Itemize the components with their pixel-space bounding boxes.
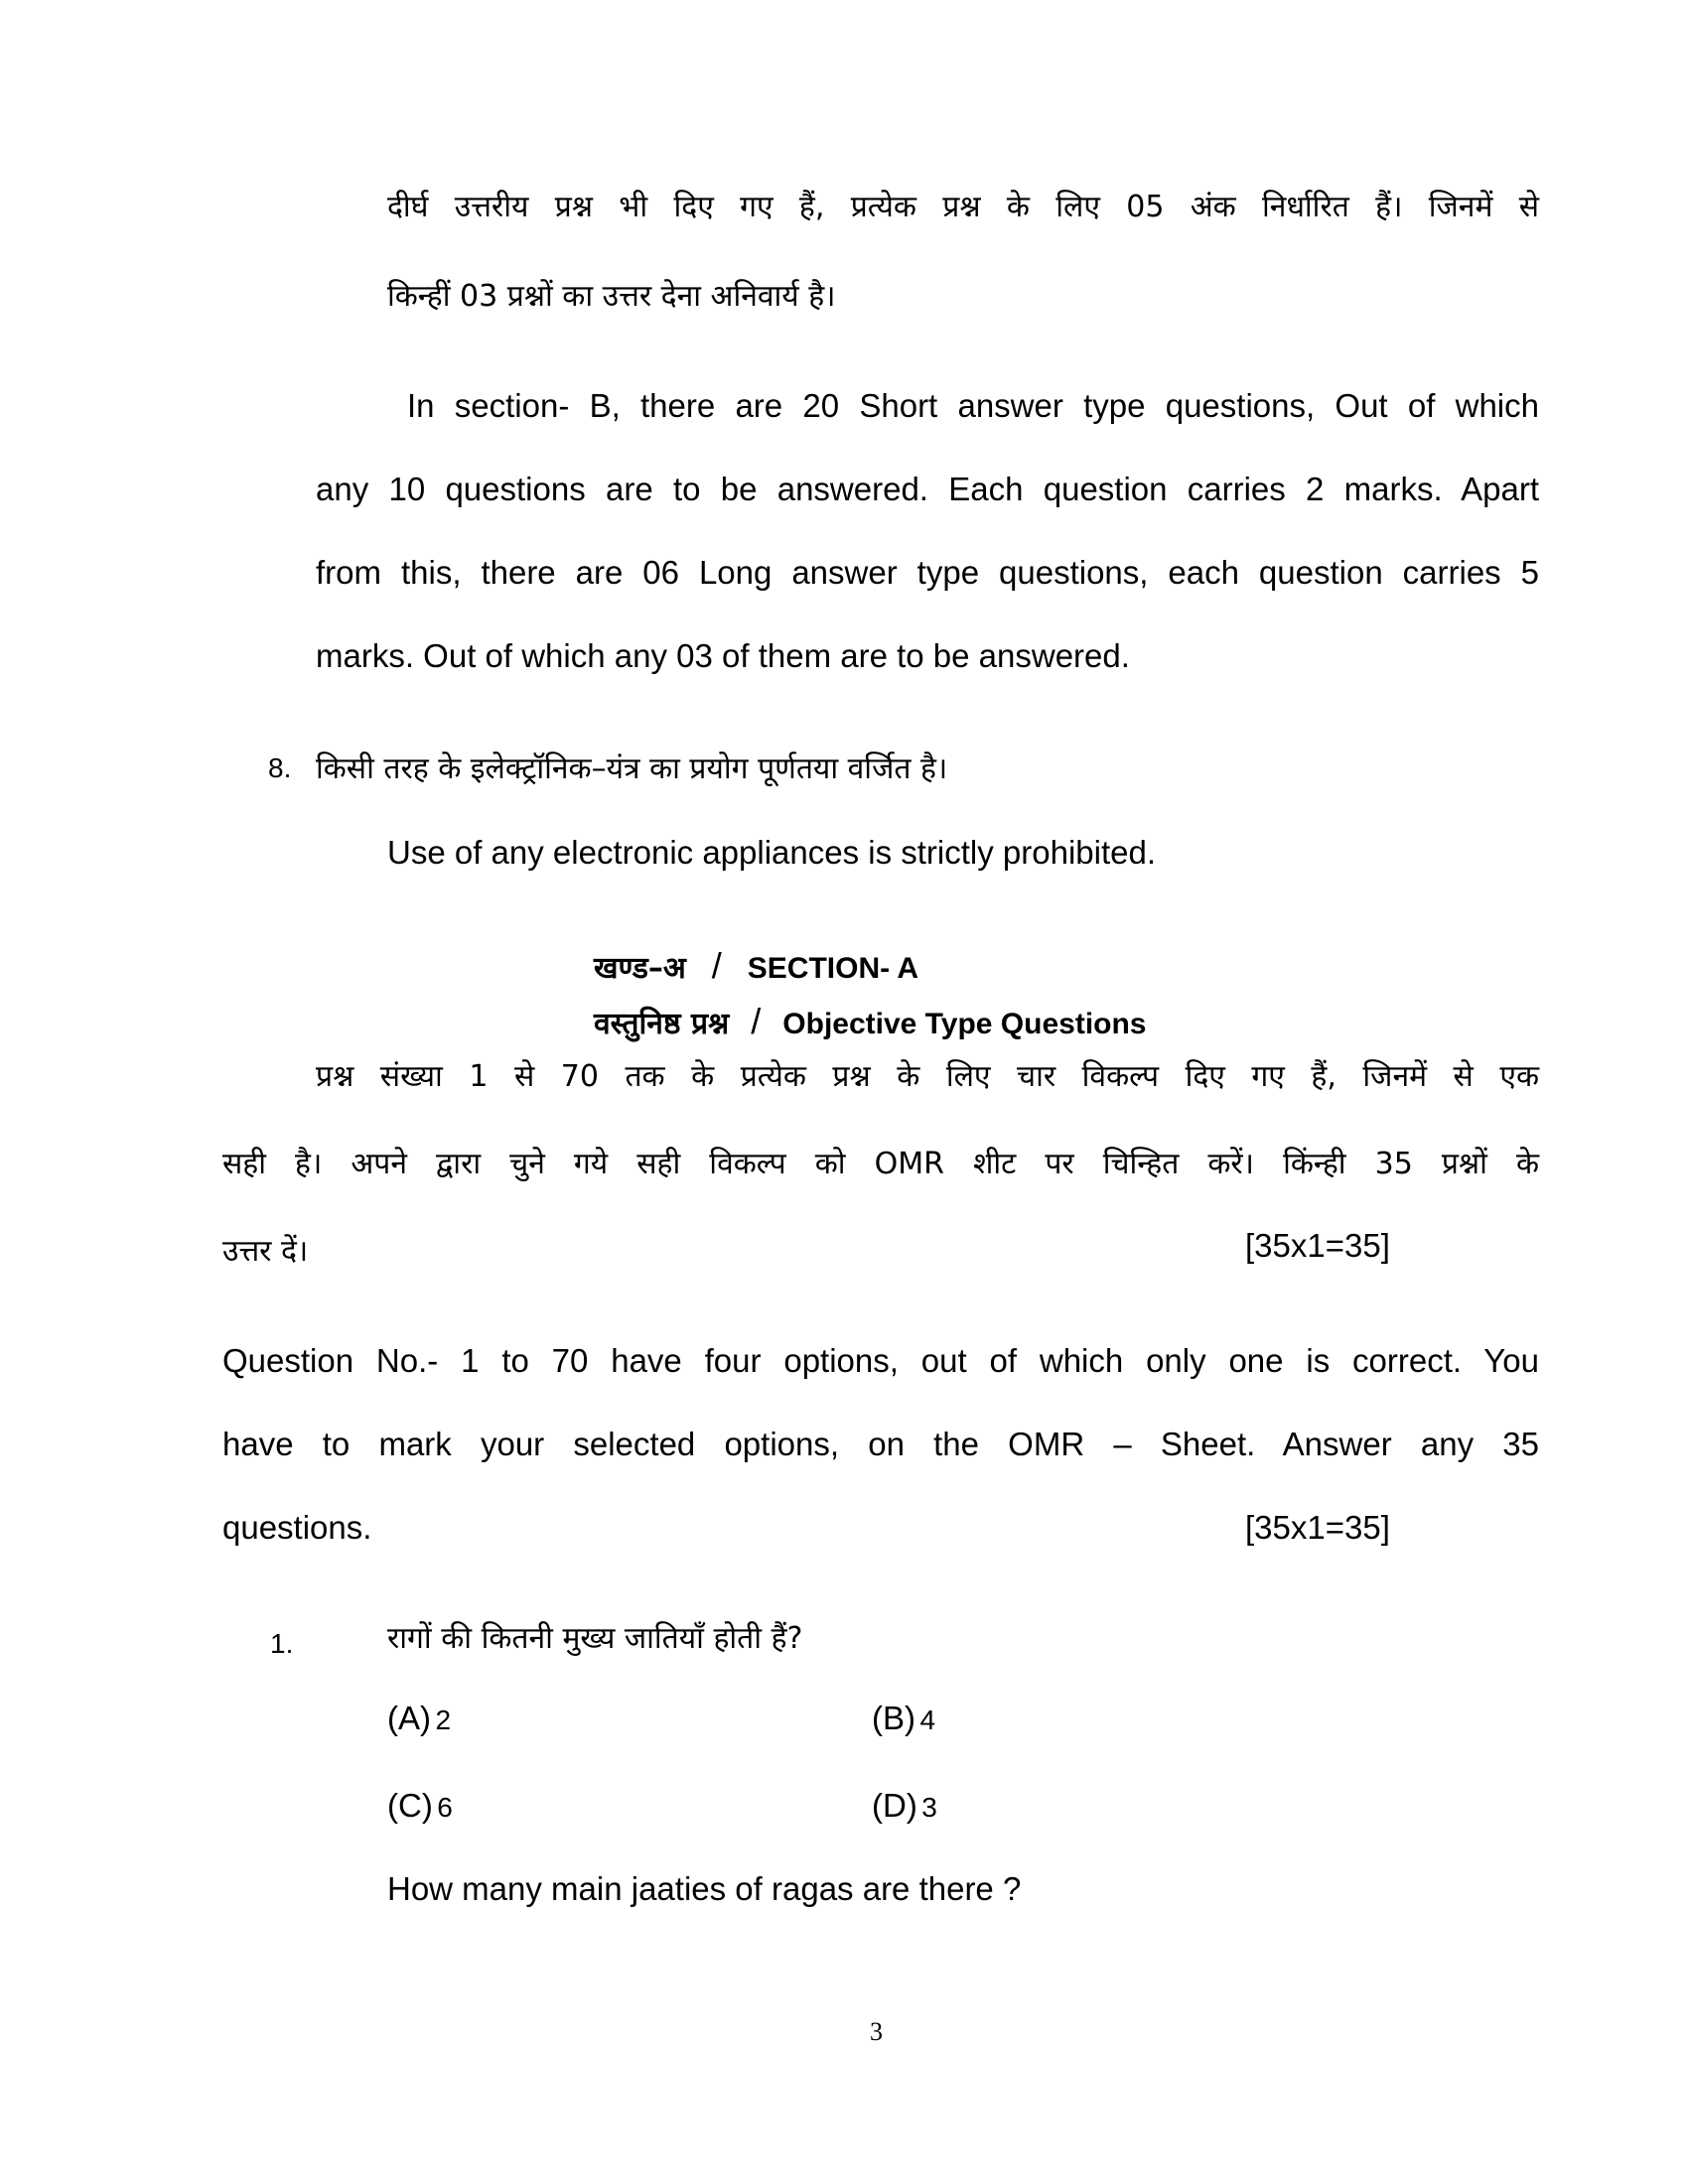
option-label: (D): [872, 1787, 917, 1824]
section-instructions-hindi-line-2: सही है। अपने द्वारा चुने गये सही विकल्प को OMR शीट पर चिन्हित करें। किंन्ही 35 प्रश्नों के: [222, 1147, 1539, 1181]
question-type-english: Objective Type Questions: [782, 1008, 1147, 1040]
question-hindi-text: रागों की कितनी मुख्य जातियाँ होती हैं?: [387, 1621, 803, 1656]
option-value: 2: [435, 1705, 452, 1735]
section-english-title: SECTION- A: [747, 952, 919, 985]
instruction-8-hindi: किसी तरह के इलेक्ट्रॉनिक–यंत्र का प्रयोग पूर्णतया वर्जित है।: [316, 751, 948, 786]
question-english-text: How many main jaaties of ragas are there ?: [387, 1870, 1022, 1907]
section-instructions-english-line-2: have to mark your selected options, on the OMR – Sheet. Answer any 35: [222, 1426, 1539, 1462]
intro-english-line-1: In section- B, there are 20 Short answer type questions, Out of which: [407, 387, 1539, 424]
section-instructions-english-line-3: questions.: [222, 1509, 372, 1546]
marks-english: [35x1=35]: [1245, 1509, 1390, 1546]
option-label: (C): [387, 1787, 433, 1824]
option-label: (B): [872, 1700, 915, 1736]
option-label: (A): [387, 1700, 431, 1736]
option-a: [387, 1700, 451, 1737]
intro-hindi-line-1: [387, 185, 1539, 225]
option-value: 3: [921, 1792, 937, 1823]
question-type-heading: [594, 1001, 1147, 1042]
option-value: 4: [919, 1705, 936, 1735]
section-hindi-title: खण्ड–अ: [594, 951, 686, 986]
instruction-number: 8.: [268, 752, 292, 783]
option-d: [872, 1787, 937, 1825]
option-c: [387, 1787, 453, 1825]
instruction-8-english: Use of any electronic appliances is strictly prohibited.: [387, 834, 1157, 871]
option-value: 6: [437, 1792, 453, 1823]
marks-hindi: [35x1=35]: [1245, 1227, 1390, 1264]
option-b: [872, 1700, 935, 1737]
page-number: 3: [870, 2017, 883, 2046]
section-instructions-hindi-line-1: प्रश्न संख्या 1 से 70 तक के प्रत्येक प्रश्न के लिए चार विकल्प दिए गए हैं, जिनमें से एक: [316, 1059, 1539, 1094]
question-number: 1.: [270, 1628, 294, 1659]
question-type-hindi: वस्तुनिष्ठ प्रश्न: [594, 1007, 730, 1041]
heading-separator: /: [751, 1001, 762, 1041]
intro-english-line-4: marks. Out of which any 03 of them are to be answered.: [316, 637, 1130, 674]
intro-english-line-3: from this, there are 06 Long answer type questions, each question carries 5: [316, 554, 1539, 591]
section-instructions-english-line-1: Question No.- 1 to 70 have four options, out of which only one is correct. You: [222, 1342, 1539, 1379]
section-heading: [594, 945, 918, 987]
intro-hindi-line-2: किन्हीं 03 प्रश्नों का उत्तर देना अनिवार्य है।: [387, 279, 836, 314]
intro-english-line-2: any 10 questions are to be answered. Each question carries 2 marks. Apart: [316, 471, 1539, 507]
section-instructions-hindi-line-3: उत्तर दें।: [222, 1234, 309, 1269]
intro-hindi-text-1: दीर्घ उत्तरीय प्रश्न भी दिए गए हैं, प्रत्येक प्रश्न के लिए 05 अंक निर्धारित हैं। जिनमें से: [387, 190, 1539, 224]
heading-separator: /: [711, 945, 722, 986]
